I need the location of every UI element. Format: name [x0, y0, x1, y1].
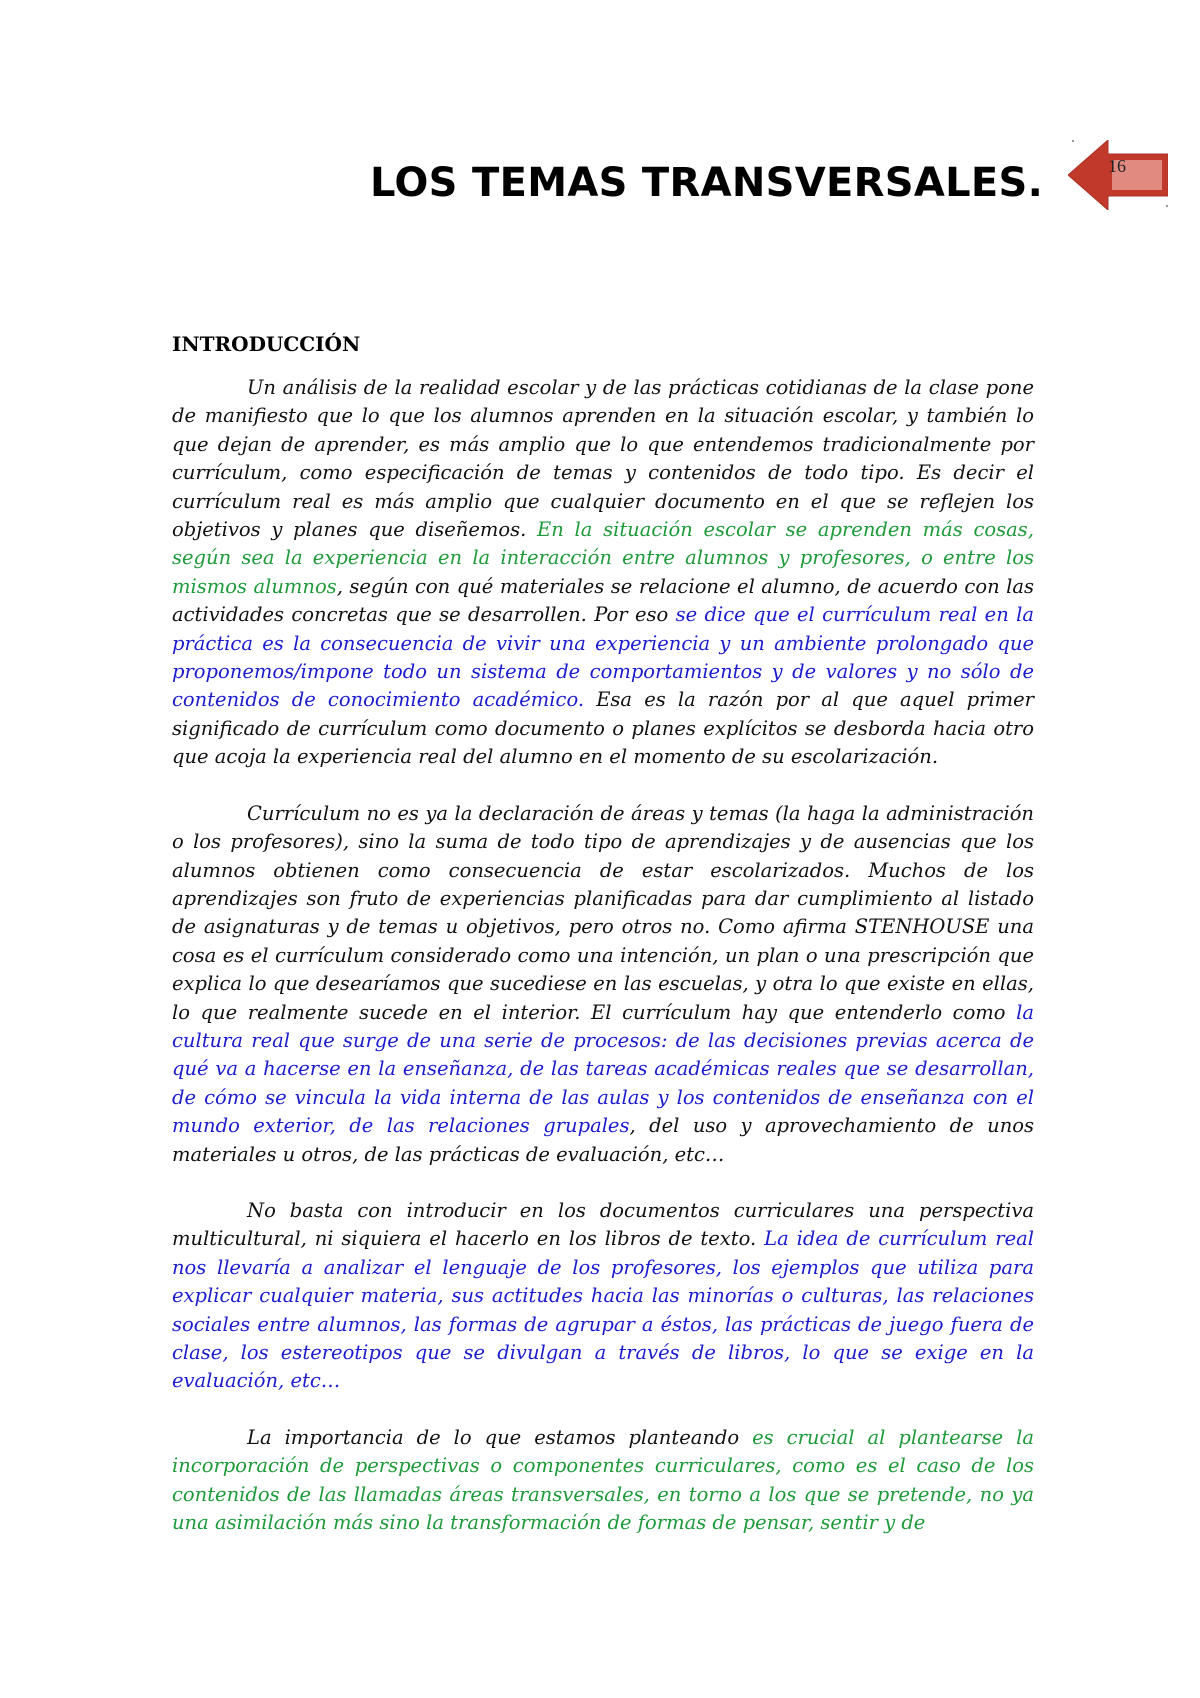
paragraph [172, 800, 1034, 1169]
paragraph [172, 374, 1034, 772]
text-segment: No basta con introducir en los documentos curriculares una perspectiva multicultural, ni siquiera el hacerlo en los libros de texto. [172, 1198, 1034, 1251]
corner-mark [1166, 205, 1168, 207]
page-number: 16 [1108, 156, 1126, 176]
highlighted-text-green: es crucial al plantearse la incorporación de perspectivas o componentes curriculares, como es el caso de los contenidos de las llamadas áreas transversales, en torno a los que se pretende, no ya una asimilación más sino la transformación de formas de pensar, sentir y de [172, 1425, 1034, 1535]
paragraph [172, 1424, 1034, 1538]
section-heading: INTRODUCCIÓN [172, 332, 361, 356]
text-segment: Currículum no es ya la declaración de áreas y temas (la haga la administración o los profesores), sino la suma de todo tipo de aprendizajes y de ausencias que los alumnos obtienen como consecuencia de estar escolarizados. Muchos de los aprendizajes son fruto de experiencias planificadas para dar cumplimiento al listado de asignaturas y de temas u objetivos, pero otros no. Como afirma STENHOUSE una cosa es el currículum considerado como una intención, un plan o una prescripción que explica lo que desearíamos que sucediese en las escuelas, y otra lo que existe en ellas, lo que realmente sucede en el interior. El currículum hay que entenderlo como [172, 801, 1034, 1024]
page-title: LOS TEMAS TRANSVERSALES. [370, 160, 1044, 206]
highlighted-text-blue: se dice que el currículum real en la práctica es la consecuencia de vivir una experiencia y un ambiente prolongado que proponemos/impone todo un sistema de comportamientos y de valores y no sólo de contenidos de conocimiento académico. [172, 603, 1034, 712]
highlighted-text-blue: la cultura real que surge de una serie de procesos: de las decisiones previas acerca de qué va a hacerse en la enseñanza, de las tareas académicas reales que se desarrollan, de cómo se vincula la vida interna de las aulas y los contenidos de enseñanza con el mundo exterior, de las relaciones grupales [172, 1000, 1034, 1138]
text-segment: Un análisis de la realidad escolar y de las prácticas cotidianas de la clase pone de manifiesto que lo que los alumnos aprenden en la situación escolar, y también lo que dejan de aprender, es más amplio que lo que entendemos tradicionalmente por currículum, como especificación de temas y contenidos de todo tipo. Es decir el currículum real es más amplio que cualquier documento en el que se reflejen los objetivos y planes que diseñemos. [172, 376, 1034, 542]
paragraph [172, 1197, 1034, 1396]
corner-mark [1072, 140, 1074, 142]
body-text [172, 374, 1034, 1565]
highlighted-text-blue: La idea de currículum real nos llevaría a analizar el lenguaje de los profesores, los ejemplos que utiliza para explicar cualquier materia, sus actitudes hacia las minorías o culturas, las relaciones sociales entre alumnos, las formas de agrupar a éstos, las prácticas de juego fuera de clase, los estereotipos que se divulgan a través de libros, lo que se exige en la evaluación, etc… [172, 1227, 1034, 1393]
text-segment: , del uso y aprovechamiento de unos materiales u otros, de las prácticas de evaluación, etc… [172, 1114, 1035, 1166]
text-segment: Esa es la razón por al que aquel primer significado de currículum como documento o planes explícitos se desborda hacia otro que acoja la experiencia real del alumno en el momento de su escolarización. [172, 688, 1034, 769]
text-segment: La importancia de lo que estamos planteando [247, 1425, 753, 1449]
highlighted-text-green: En la situación escolar se aprenden más cosas, según sea la experiencia en la interacción entre alumnos y profesores, o entre los mismos alumnos [172, 518, 1034, 598]
text-segment: , según con qué materiales se relacione el alumno, de acuerdo con las actividades concretas que se desarrollen. Por eso [172, 574, 1034, 627]
